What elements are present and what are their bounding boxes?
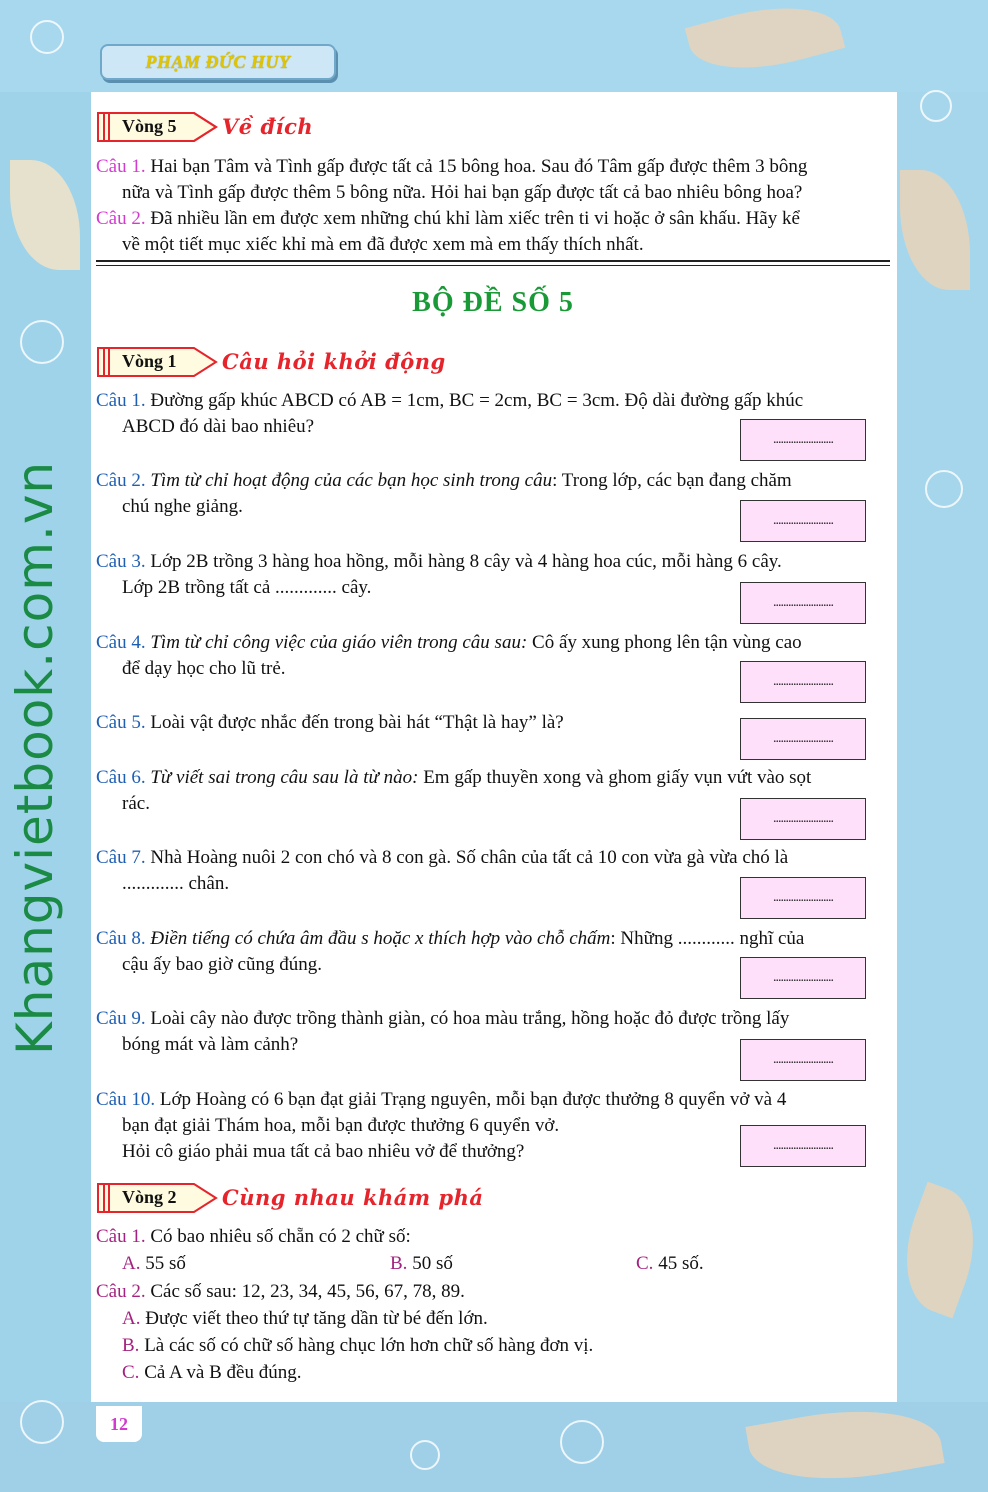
question-instruction: Tìm từ chỉ công việc của giáo viên trong câu sau:: [150, 632, 528, 653]
round-tag: [96, 1182, 204, 1212]
question-text: để dạy học cho lũ trẻ.: [122, 658, 286, 679]
question-text: rác.: [122, 793, 150, 814]
question-text: ............. chân.: [122, 873, 230, 894]
question-instruction: Điền tiếng có chứa âm đầu s hoặc x thích hợp vào chỗ chấm: [150, 928, 611, 949]
question-label: Câu 5.: [96, 712, 146, 733]
r2-question-1: [96, 1224, 890, 1250]
answer-box[interactable]: ........................: [740, 1125, 866, 1167]
question-label: Câu 7.: [96, 847, 146, 868]
option-c[interactable]: [636, 1251, 704, 1277]
round-tag-label: Vòng 2: [122, 1186, 177, 1207]
question-text: Hai bạn Tâm và Tình gấp được tất cả 15 bông hoa. Sau đó Tâm gấp được thêm 3 bông: [150, 156, 808, 177]
question-label: Câu 4.: [96, 632, 146, 653]
divider: [96, 260, 890, 262]
flower-decoration: [920, 90, 952, 122]
question-instruction: Từ viết sai trong câu sau là từ nào:: [150, 767, 419, 788]
flower-decoration: [30, 20, 64, 54]
round-tag: [96, 111, 204, 141]
round-tag: [96, 346, 204, 376]
question-text: Cô ấy xung phong lên tận vùng cao: [527, 632, 802, 653]
round-1-header: [96, 344, 446, 378]
question-text: : Trong lớp, các bạn đang chăm: [552, 470, 792, 491]
question-text: Nhà Hoàng nuôi 2 con chó và 8 con gà. Số chân của tất cả 10 con vừa gà vừa chó là: [150, 847, 789, 868]
question-instruction: Tìm từ chỉ hoạt động của các bạn học sinh trong câu: [150, 470, 553, 491]
divider: [96, 265, 890, 266]
question-text: : Những ............ nghĩ của: [610, 928, 805, 949]
option-text: 55 số: [145, 1253, 186, 1274]
question-label: Câu 2.: [96, 470, 146, 491]
flower-decoration: [20, 320, 64, 364]
option-b[interactable]: [390, 1251, 453, 1277]
round-tag-label: Vòng 5: [122, 115, 177, 136]
question-label: Câu 1.: [96, 1226, 146, 1247]
round-title: Câu hỏi khởi động: [222, 348, 446, 374]
option-letter: A.: [122, 1308, 141, 1329]
answer-box[interactable]: ........................: [740, 877, 866, 919]
question-label: Câu 9.: [96, 1008, 146, 1029]
answer-box[interactable]: ........................: [740, 582, 866, 624]
question-text: về một tiết mục xiếc khỉ mà em đã được xem mà em thấy thích nhất.: [122, 234, 644, 255]
question-text: bạn đạt giải Thám hoa, mỗi bạn được thưởng 6 quyển vở.: [122, 1115, 560, 1136]
question-text: cậu ấy bao giờ cũng đúng.: [122, 954, 322, 975]
question-text: Lớp 2B trồng tất cả ............. cây.: [122, 577, 372, 598]
question-text: Đã nhiều lần em được xem những chú khỉ làm xiếc trên ti vi hoặc ở sân khấu. Hãy kể: [150, 208, 800, 229]
option-b[interactable]: [122, 1333, 882, 1359]
page-number: 12: [96, 1406, 142, 1442]
question-text: nữa và Tình gấp được thêm 5 bông nữa. Hỏi hai bạn gấp được tất cả bao nhiêu bông hoa?: [122, 182, 803, 203]
r2-q2-options: [122, 1306, 882, 1386]
option-text: Là các số có chữ số hàng chục lớn hơn chữ số hàng đơn vị.: [144, 1335, 594, 1356]
question-label: Câu 2.: [96, 1281, 146, 1302]
answer-box[interactable]: ........................: [740, 718, 866, 760]
leaf-decoration: [10, 160, 80, 270]
round-tag-label: Vòng 1: [122, 350, 177, 371]
option-text: Cả A và B đều đúng.: [144, 1362, 302, 1383]
round-title: Cùng nhau khám phá: [222, 1184, 484, 1210]
watermark-text: Khangvietbook.com.vn: [6, 460, 64, 1055]
answer-box[interactable]: ........................: [740, 1039, 866, 1081]
option-text: Được viết theo thứ tự tăng dần từ bé đến lớn.: [145, 1308, 488, 1329]
question-label: Câu 1.: [96, 390, 146, 411]
r5-question-1: [96, 154, 890, 206]
flower-decoration: [560, 1420, 604, 1464]
option-letter: C.: [122, 1362, 140, 1383]
r2-q1-options: [122, 1251, 882, 1277]
flower-decoration: [20, 1400, 64, 1444]
set-title: BỘ ĐỀ SỐ 5: [412, 287, 574, 318]
question-label: Câu 6.: [96, 767, 146, 788]
question-text: Lớp 2B trồng 3 hàng hoa hồng, mỗi hàng 8 cây và 4 hàng hoa cúc, mỗi hàng 6 cây.: [150, 551, 782, 572]
question-text: ABCD đó dài bao nhiêu?: [122, 416, 315, 437]
question-text: Loài cây nào được trồng thành giàn, có hoa màu trắng, hồng hoặc đỏ được trồng lấy: [150, 1008, 790, 1029]
answer-box[interactable]: ........................: [740, 661, 866, 703]
question-text: Em gấp thuyền xong và ghom giấy vụn vứt vào sọt: [418, 767, 812, 788]
option-c[interactable]: [122, 1360, 882, 1386]
option-letter: A.: [122, 1253, 141, 1274]
answer-box[interactable]: ........................: [740, 419, 866, 461]
author-header: PHẠM ĐỨC HUY: [100, 44, 336, 80]
round-title: Về đích: [222, 113, 314, 139]
question-text: Lớp Hoàng có 6 bạn đạt giải Trạng nguyên, mỗi bạn được thưởng 8 quyển vở và 4: [159, 1089, 787, 1110]
question-text: chú nghe giảng.: [122, 496, 243, 517]
question-label: Câu 2.: [96, 208, 146, 229]
question-label: Câu 3.: [96, 551, 146, 572]
question-text: bóng mát và làm cảnh?: [122, 1034, 299, 1055]
question-label: Câu 10.: [96, 1089, 156, 1110]
question-text: Loài vật được nhắc đến trong bài hát “Thật là hay” là?: [150, 712, 564, 733]
question-text: Đường gấp khúc ABCD có AB = 1cm, BC = 2cm, BC = 3cm. Độ dài đường gấp khúc: [150, 390, 804, 411]
option-letter: C.: [636, 1253, 654, 1274]
r5-question-2: [96, 206, 890, 258]
question-label: Câu 1.: [96, 156, 146, 177]
flower-decoration: [925, 470, 963, 508]
round-2-header: [96, 1180, 483, 1214]
question-text: Hỏi cô giáo phải mua tất cả bao nhiêu vở để thưởng?: [122, 1141, 525, 1162]
option-text: 50 số: [412, 1253, 453, 1274]
answer-box[interactable]: ........................: [740, 798, 866, 840]
option-text: 45 số.: [658, 1253, 704, 1274]
r2-question-2: [96, 1279, 890, 1305]
round-5-header: [96, 109, 313, 143]
question-text: Các số sau: 12, 23, 34, 45, 56, 67, 78, 89.: [150, 1281, 465, 1302]
option-letter: B.: [390, 1253, 408, 1274]
answer-box[interactable]: ........................: [740, 500, 866, 542]
option-letter: B.: [122, 1335, 140, 1356]
flower-decoration: [410, 1440, 440, 1470]
answer-box[interactable]: ........................: [740, 957, 866, 999]
question-label: Câu 8.: [96, 928, 146, 949]
question-text: Có bao nhiêu số chẵn có 2 chữ số:: [150, 1226, 411, 1247]
option-a[interactable]: [122, 1306, 882, 1332]
option-a[interactable]: [122, 1251, 186, 1277]
